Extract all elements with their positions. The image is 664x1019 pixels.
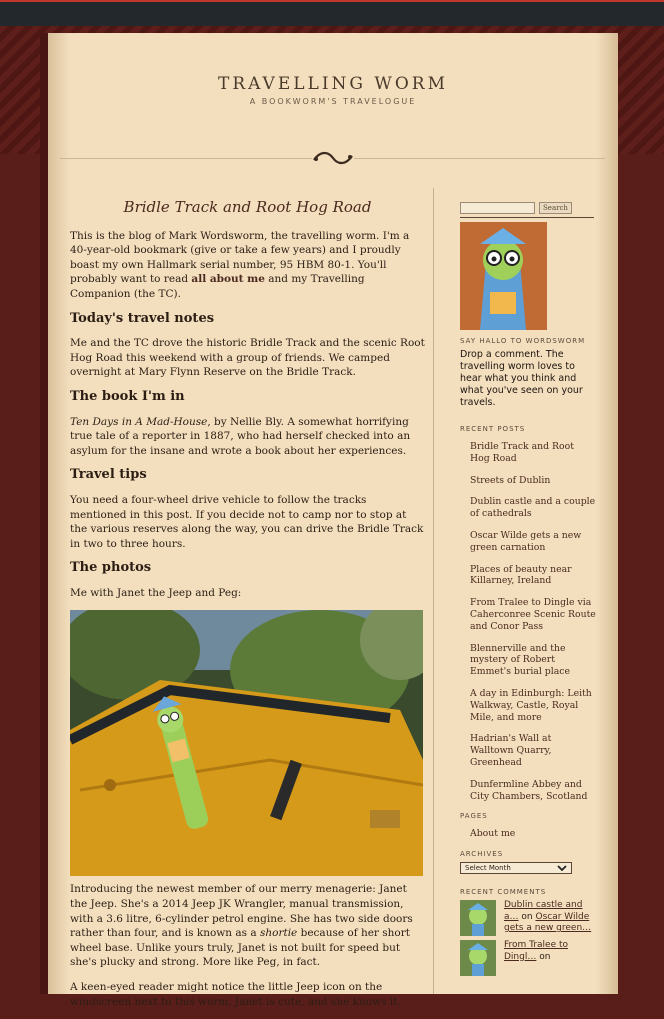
page-container: [48, 33, 618, 1008]
heading-book: The book I'm in: [70, 388, 185, 404]
post-title[interactable]: Bridle Track and Root Hog Road: [123, 198, 372, 216]
recent-post-link[interactable]: Oscar Wilde gets a new green carnation: [470, 529, 582, 553]
heading-photos: The photos: [70, 560, 152, 576]
hallo-widget-text: Drop a comment. The travelling worm loves to hear what you think and what you've seen on your travels.: [460, 349, 583, 408]
column-divider: [433, 188, 434, 994]
comment-post-link[interactable]: Dublin castle and a…: [504, 900, 583, 922]
book-title: Ten Days in A Mad-House: [70, 415, 208, 428]
intro-paragraph: This is the blog of Mark Wordsworm, the travelling worm. I'm a 40-year-old bookmark (give or take a few years) and I proudly boast my own Hallmark serial number, 95 HBM 80-1. You'll probably want to read all about me and my Travelling Companion (the TC).: [70, 229, 410, 300]
jeep-intro-text: Introducing the newest member of our merry menagerie: Janet the Jeep. She's a 2014 Jeep JK Wrangler, manual transmission, with a 3.6 litre, 6-cylinder petrol engine. She has two side doors rather than four, and is known as a shortie because of her short wheel base. Unlike yours truly, Janet is not built for speed but she's plucky and strong. More like Peg, in fact.: [70, 883, 413, 969]
book-text: Ten Days in A Mad-House, by Nellie Bly. A somewhat horrifying true tale of a reporter in 1887, who had herself checked into an asylum for the insane and wrote a book about her experiences.: [70, 415, 411, 457]
commenter-avatar: [460, 940, 496, 976]
comment-on-text: on: [521, 911, 533, 922]
recent-posts-list: [460, 441, 596, 802]
chevron-down-icon: [557, 865, 567, 871]
recent-post-link[interactable]: A day in Edinburgh: Leith Walkway, Castle, Royal Mile, and more: [470, 687, 592, 723]
heading-travel-notes: Today's travel notes: [70, 310, 215, 326]
scroll-ornament-icon: [310, 147, 356, 169]
pages-list: [460, 828, 596, 840]
recent-post-link[interactable]: Hadrian's Wall at Walltown Quarry, Greenhead: [470, 733, 552, 768]
recent-comment: [460, 900, 596, 936]
recent-comment: [460, 940, 596, 976]
archives-title: ARCHIVES: [460, 850, 504, 859]
recent-post-link[interactable]: Dublin castle and a couple of cathedrals: [470, 496, 596, 520]
recent-post-link[interactable]: Dunfermline Abbey and City Chambers, Scotland: [470, 778, 588, 802]
keen-eyed-text: A keen-eyed reader might notice the little Jeep icon on the windscreen next to this worm. Janet is cute, and she knows it.: [70, 981, 401, 1008]
admin-top-bar: [0, 0, 664, 26]
photo-caption: Me with Janet the Jeep and Peg:: [70, 586, 242, 599]
comment-target-link[interactable]: Oscar Wilde gets a new green…: [504, 911, 592, 934]
pages-title: PAGES: [460, 812, 488, 821]
archives-selected-value: Select Month: [465, 864, 511, 873]
page-link-about-me[interactable]: About me: [470, 828, 516, 840]
site-description: A BOOKWORM'S TRAVELOGUE: [249, 97, 417, 106]
recent-post-link[interactable]: Places of beauty near Killarney, Ireland: [470, 563, 572, 587]
heading-travel-tips: Travel tips: [70, 467, 147, 483]
recent-posts-title: RECENT POSTS: [460, 425, 526, 433]
recent-post-link[interactable]: From Tralee to Dingle via Caherconree Scenic Route and Conor Pass: [470, 597, 596, 632]
sidebar: [460, 202, 596, 980]
travel-tips-text: You need a four-wheel drive vehicle to follow the tracks mentioned in this post. If you decide not to camp nor to stop at the various reserves along the way, you can drive the Bridle Track in two to three hours.: [70, 493, 424, 550]
hallo-widget-title: SAY HALLO TO WORDSWORM: [460, 337, 586, 345]
jeep-photo[interactable]: [70, 610, 423, 876]
about-me-link[interactable]: all about me: [191, 273, 265, 286]
wordsworm-avatar: [460, 222, 547, 330]
recent-post-link[interactable]: Streets of Dublin: [470, 474, 551, 486]
comment-on-text: on: [539, 951, 551, 962]
main-content: [70, 196, 425, 1019]
search-button[interactable]: Search: [539, 202, 572, 214]
commenter-avatar: [460, 900, 496, 936]
search-form: [460, 202, 594, 218]
search-input[interactable]: [460, 202, 535, 214]
archives-select[interactable]: [460, 862, 572, 874]
travel-notes-text: Me and the TC drove the historic Bridle Track and the scenic Root Hog Road this weekend with a group of friends. We camped overnight at Mary Flynn Reserve on the Bridle Track.: [70, 337, 425, 379]
site-title[interactable]: TRAVELLING WORM: [217, 74, 449, 94]
recent-comments-title: RECENT COMMENTS: [460, 888, 547, 897]
recent-post-link[interactable]: Bridle Track and Root Hog Road: [470, 441, 574, 464]
header-divider: [60, 147, 605, 171]
comment-post-link[interactable]: From Tralee to Dingl…: [504, 940, 569, 962]
recent-post-link[interactable]: Blennerville and the mystery of Robert Emmet's burial place: [470, 642, 570, 678]
